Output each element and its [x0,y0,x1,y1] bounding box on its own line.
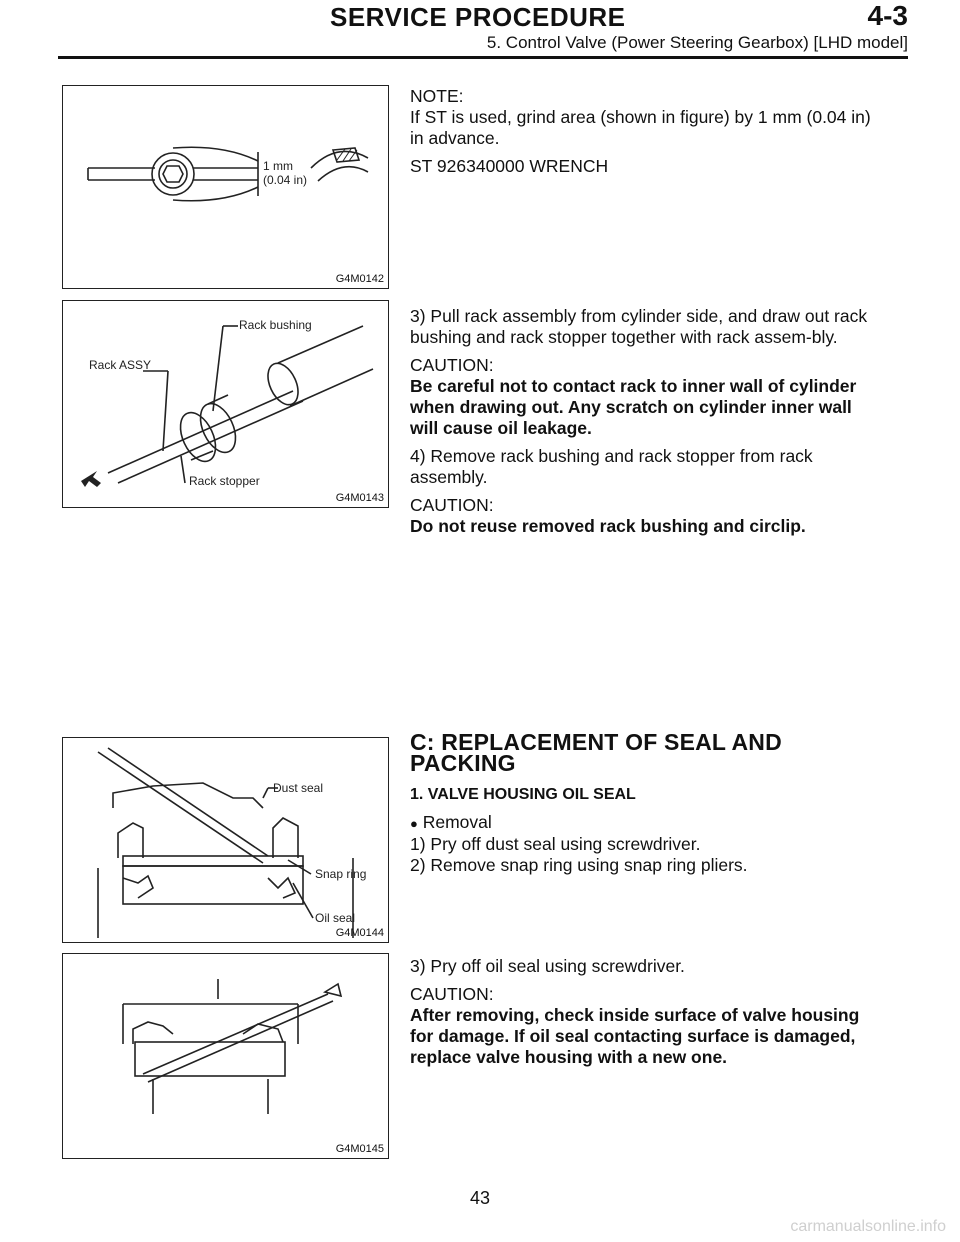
figure-g4m0144 [62,737,389,943]
step-2-text: 2) Remove snap ring using snap ring pliers. [410,855,748,875]
bullet-item [410,812,880,834]
label-rack-stopper: Rack stopper [189,474,260,488]
wrench-grind-diagram [63,86,388,288]
label-1mm: 1 mm [263,159,293,173]
figure-g4m0142 [62,85,389,289]
label-rack-assy: Rack ASSY [89,358,152,372]
note-text: If ST is used, grind area (shown in figure) by 1 mm (0.04 in) in advance. [410,107,871,148]
caution-text: After removing, check inside surface of valve housing for damage. If oil seal contacting surface is damaged, replace valve housing with a new one. [410,1005,860,1067]
step-1-text: 1) Pry off dust seal using screwdriver. [410,834,701,854]
oil-seal-removal-diagram [63,954,388,1158]
watermark: carmanualsonline.info [790,1218,946,1235]
bullet-text: Removal [422,812,492,832]
bullet-icon: ● [410,816,418,831]
step-3-text: 3) Pull rack assembly from cylinder side, and draw out rack bushing and rack stopper together with rack assem-bly. [410,306,868,347]
figure-id: G4M0145 [335,1143,384,1155]
text-block-seal-replacement [410,729,880,883]
caution-text: Do not reuse removed rack bushing and circlip. [410,516,806,536]
caution-text: Be careful not to contact rack to inner wall of cylinder when drawing out. Any scratch on cylinder inner wall will cause oil leakage. [410,376,857,438]
page-subtitle: 5. Control Valve (Power Steering Gearbox) [LHD model] [486,33,908,52]
step-4-text: 4) Remove rack bushing and rack stopper from rack assembly. [410,446,813,487]
section-heading: C: REPLACEMENT OF SEAL AND PACKING [410,729,782,776]
label-snap-ring: Snap ring [315,867,367,881]
label-dust-seal: Dust seal [273,781,324,795]
figure-id: G4M0143 [335,492,384,504]
section-number: 4-3 [867,0,908,31]
text-block-rack-removal [410,306,880,544]
caution-label: CAUTION: [410,495,494,515]
figure-id: G4M0144 [335,927,384,939]
label-rack-bushing: Rack bushing [239,318,312,332]
note-label: NOTE: [410,86,464,106]
page-header-title: SERVICE PROCEDURE [330,2,626,32]
label-004in: (0.04 in) [263,173,308,187]
page-number: 43 [469,1188,491,1208]
figure-id: G4M0142 [335,273,384,285]
dust-seal-removal-diagram [63,738,388,942]
figure-g4m0143 [62,300,389,508]
subsection-heading: 1. VALVE HOUSING OIL SEAL [410,786,636,803]
special-tool-line: ST 926340000 WRENCH [410,156,609,176]
figure-g4m0145 [62,953,389,1159]
step-3-text: 3) Pry off oil seal using screwdriver. [410,956,685,976]
caution-label: CAUTION: [410,355,494,375]
rack-assembly-diagram [63,301,388,507]
caution-label: CAUTION: [410,984,494,1004]
label-oil-seal: Oil seal [315,911,356,925]
text-block-note [410,86,880,184]
text-block-oil-seal [410,956,880,1075]
header-divider [58,56,908,59]
